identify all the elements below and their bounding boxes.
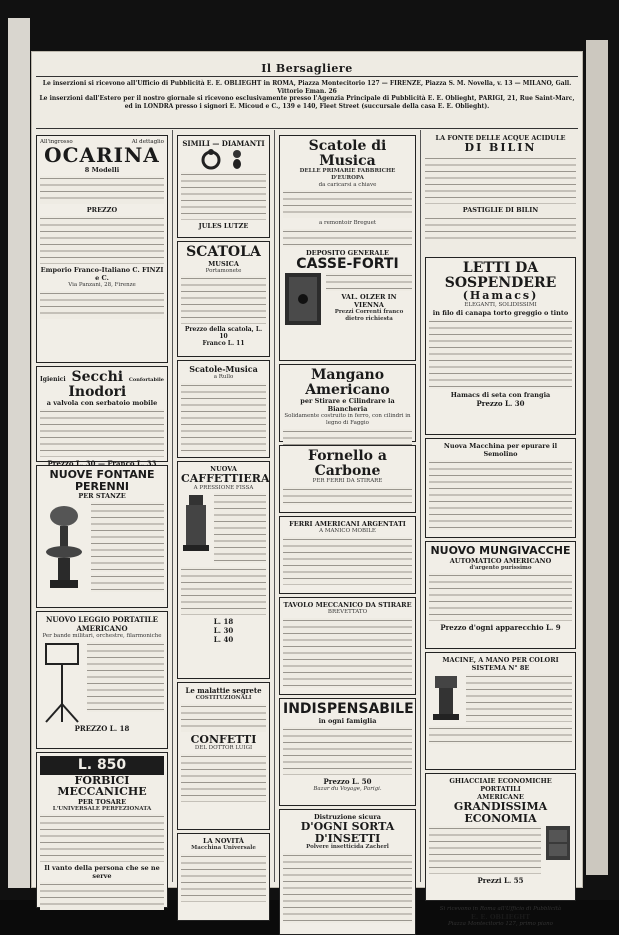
pastiglie-title: PASTIGLIE DI BILIN [462, 205, 539, 214]
bilin-heading: LA FONTE DELLE ACQUE ACIDULE [435, 134, 566, 142]
jewel-illustrations [181, 148, 266, 170]
simili-body-text [181, 172, 266, 220]
macine-text [466, 672, 572, 724]
distruzione-ad [279, 809, 416, 935]
ocarina-price-table [40, 216, 164, 264]
scatola-subtitle-2: Portamonete [205, 267, 242, 274]
secchi-ad [36, 366, 168, 469]
fountain-illustration [40, 500, 88, 592]
ocarina-firm: Emporio Franco-Italiano C. FINZI e C. [40, 266, 164, 282]
malattie-ad [177, 682, 270, 830]
column-3 [277, 132, 418, 882]
letti-subtitle: (Hamacs) [462, 289, 539, 303]
ferri-body-text [283, 537, 412, 585]
forbici-body-text [40, 814, 164, 862]
mangano-subtitle-2: Solidamente costruito in ferro, con cilindri in legno di Faggio [284, 413, 411, 426]
scatola-body-text [181, 276, 266, 324]
fornello-title: Fornello a Carbone [308, 448, 387, 479]
column-divider [172, 130, 173, 882]
scatole-body-text [283, 190, 412, 218]
mungivacche-subtitle: AUTOMATICO AMERICANO [449, 556, 552, 565]
casse-text [326, 271, 412, 329]
macine-title: MACINE, A MANO PER COLORI [442, 656, 559, 664]
scatole-subtitle: DELLE PRIMARIE FABBRICHE D'EUROPA [299, 168, 396, 181]
fornello-ad [279, 445, 416, 513]
novita-body-text [181, 854, 266, 902]
secchi-subtitle: a valvola con serbatoio mobile [46, 399, 158, 408]
casse-maker: VAL. OLZER IN VIENNA [341, 293, 397, 310]
secchi-price: Prezzo L. 30 — Franco L. 33 [47, 459, 157, 469]
ghiacciaie-title: GHIACCIAIE ECONOMICHE PORTATILI [449, 777, 552, 793]
footer-line-2: E. E. OBLIEGHT [470, 912, 531, 921]
scatole-musica-subtitle: a Rullo [213, 374, 234, 380]
scatole-musica-body-text [181, 383, 266, 453]
caffettiera-body-text [214, 493, 266, 563]
secchi-post: Confortabile [128, 377, 164, 383]
indispensabile-body-text [283, 727, 412, 775]
letti-title: LETTI DA SOSPENDERE [444, 260, 557, 291]
fontane-body-text-2 [91, 574, 164, 592]
letti-ad [425, 257, 576, 435]
masthead-notice [38, 80, 576, 110]
column-1 [34, 132, 170, 882]
forbici-ad [36, 752, 168, 908]
fontane-ad [36, 465, 168, 608]
bilin-ad [423, 132, 578, 254]
tavolo-body-text [283, 618, 412, 688]
mungivacche-subtitle-2: d'argento purissimo [469, 564, 532, 571]
secchi-body-text [40, 409, 164, 457]
ad-office-footer [423, 904, 578, 929]
mangano-title: Mangano Americano [305, 367, 390, 398]
retail-label: Al dettaglio [131, 139, 164, 145]
hamacs-price: Prezzo L. 30 [476, 398, 525, 408]
novita-title: LA NOVITÀ [203, 837, 244, 845]
ghiacciaie-price: Prezzi L. 55 [477, 876, 524, 886]
ocarina-price-heading: PREZZO [86, 206, 118, 214]
mungivacche-price: Prezzo d'ogni apparecchio L. 9 [440, 623, 561, 633]
forbici-subtitle-2: L'UNIVERSALE PERFEZIONATA [52, 805, 152, 812]
leggio-title: NUOVO LEGGIO PORTATILE AMERICANO [45, 615, 158, 633]
ghiacciaie-body-text [429, 826, 541, 874]
caffettiera-text [214, 491, 266, 565]
column-divider [420, 130, 421, 882]
grinder-illustration [429, 672, 463, 724]
ring-icon [200, 148, 222, 170]
semolino-body-text [429, 460, 572, 530]
distruzione-subtitle: Polvere insetticida Zacherl [306, 844, 389, 851]
mungivacche-title: NUOVO MUNGIVACCHE [430, 544, 571, 557]
ghiacciaie-text [429, 824, 541, 876]
novita-ad [177, 833, 270, 921]
forbici-note: Il vanto della persona che se ne serve [44, 864, 160, 881]
scatole-subtitle-3: a remontoir Breguet [318, 220, 377, 227]
page-title: Il Bersagliere [261, 62, 353, 75]
letti-subtitle-2: ELEGANTI, SOLIDISSIMI [464, 301, 537, 308]
forbici-price: L. 850 [40, 756, 164, 775]
music-stand-illustration [40, 640, 84, 724]
macine-content [429, 672, 572, 724]
semolino-title: Nuova Macchina per epurare il Semolino [443, 442, 558, 458]
safe-illustration [283, 271, 323, 329]
mangano-ad [279, 364, 416, 442]
scatole-musica-rullo-ad [177, 360, 270, 458]
ocarina-footnote [40, 291, 164, 319]
casse-body-text [326, 273, 412, 291]
casse-title: CASSE-FORTI [296, 255, 399, 272]
column-4 [423, 132, 578, 927]
ocarina-ad [36, 135, 168, 363]
macine-body-text [429, 726, 572, 744]
letti-subtitle-3: in filo di canapa torto greggio o tinto [432, 308, 569, 317]
secchi-header [40, 370, 164, 399]
scatole-body-text-2 [283, 229, 412, 247]
newspaper-page [32, 52, 582, 927]
fontane-subtitle: PER STANZE [78, 492, 126, 501]
scatole-title: Scatole di Musica [308, 138, 387, 169]
header-rule [36, 128, 578, 129]
distruzione-pre: Distruzione sicura [314, 813, 381, 821]
bilin-body-text [425, 156, 576, 204]
scatole-musica-casse-ad [279, 135, 416, 361]
simili-diamanti-ad [177, 135, 270, 238]
forbici-body-text-2 [40, 882, 164, 910]
forbici-title: FORBICI MECCANICHE [57, 773, 147, 799]
indispensabile-ad [279, 698, 416, 806]
distruzione-body-text [283, 853, 412, 923]
scatola-price: Prezzo della scatola, L. 10 [184, 326, 263, 341]
mangano-body-text [283, 429, 412, 447]
bilin-title: DI BILIN [464, 141, 537, 154]
leggio-content [40, 640, 164, 724]
lutze-name: JULES LUTZE [198, 222, 249, 230]
leggio-subtitle: Per bande militari, orchestre, filarmoniche [42, 633, 162, 639]
ocarina-address: Via Panzani, 28, Firenze [68, 282, 136, 288]
top-rule [36, 76, 578, 77]
simili-title: SIMILI — DIAMANTI [182, 139, 265, 148]
macine-ad [425, 652, 576, 770]
leggio-ad [36, 611, 168, 749]
scatola-musica-ad [177, 241, 270, 357]
indispensabile-subtitle: in ogni famiglia [318, 716, 377, 725]
fontane-title: NUOVE FONTANE PERENNI [49, 468, 155, 493]
scatole-musica-title: Scatole-Musica [189, 364, 258, 374]
scatola-subtitle: MUSICA [208, 259, 239, 268]
letti-body-text [429, 319, 572, 389]
caffettiera-subtitle: A PRESSIONE FISSA [193, 484, 254, 491]
footer-line-3: Piazza Montecitorio 127, primo piano [448, 920, 553, 927]
previous-page-edge [8, 18, 30, 888]
tavolo-ad [279, 597, 416, 695]
scatole-subtitle-2: da caricarsi a chiave [318, 181, 377, 188]
masthead-line-2: Le inserzioni dall'Estero per il nostro giornale si ricevono esclusivamente presso l'Agenzia Principale di Pubblicità E. E. Oblieght, PARIGI, 21, Rue Saint-Marc, ed in LONDRA presso i signori E. Micoud e C., 139 e 140, Fleet Street (succursale della casa E. E. Oblieght). [39, 95, 575, 110]
caffettiera-ad [177, 461, 270, 679]
malattie-body-text [181, 704, 266, 732]
confetti-subtitle: DEL DOTTOR LUIGI [194, 745, 253, 752]
mungivacche-body-text [429, 573, 572, 621]
caffettiera-price-3: L. 40 [213, 635, 234, 645]
fornello-body-text [283, 487, 412, 505]
wholesale-label: All'ingrosso [40, 139, 73, 145]
ocarina-subtitle: 8 Modelli [84, 166, 120, 174]
confetti-title: CONFETTI [190, 732, 257, 746]
footer-line-1: Si ricevono in Roma all'Ufficio di Pubblicità [439, 906, 562, 912]
hamacs-title: Hamacs di seta con frangia [450, 390, 551, 399]
forbici-subtitle: PER TOSARE [77, 797, 127, 806]
caffettiera-content [181, 491, 266, 565]
column-2 [175, 132, 272, 882]
indispensabile-title: INDISPENSABILE [283, 701, 414, 717]
secchi-pre: Igienici [40, 376, 66, 383]
ocarina-title: OCARINA [44, 143, 160, 167]
secchi-title: Secchi Inodori [68, 369, 127, 400]
ferri-subtitle: A MANICO MOBILE [319, 528, 376, 534]
icebox-illustration [544, 824, 572, 864]
mungivacche-ad [425, 541, 576, 649]
tavolo-title: TAVOLO MECCANICO DA STIRARE [283, 601, 412, 609]
leggio-price: PREZZO L. 18 [74, 723, 130, 733]
caffettiera-price-1: L. 18 [213, 617, 234, 627]
coffee-pot-illustration [181, 491, 211, 555]
macine-price-table [466, 674, 572, 722]
indispensabile-bazar: Bazar du Voyage, Parigi. [313, 785, 382, 792]
scatola-price-2: Franco L. 11 [202, 340, 245, 348]
masthead-line-1: Le inserzioni si ricevono all'Ufficio di Pubblicità E. E. OBLIEGHT in ROMA, Piazza Montecitorio 127 — FIRENZE, Piazza S. M. Novella, v. 13 — MILANO, Gall. Vittorio Eman. 26 [42, 80, 572, 95]
malattie-title: Le malattie segrete [185, 686, 262, 695]
earring-icon [226, 148, 248, 170]
novita-subtitle: Macchina Universale [191, 845, 256, 851]
ghiacciaie-subtitle: AMERICANE [477, 793, 524, 801]
casse-content [283, 271, 412, 329]
confetti-body-text [181, 754, 266, 802]
fontane-content [40, 500, 164, 594]
macine-subtitle: SISTEMA N° 8E [471, 664, 530, 672]
indispensabile-price: Prezzo L. 50 [323, 776, 372, 786]
caffettiera-price-2: L. 30 [213, 626, 234, 636]
next-page-edge [586, 40, 608, 875]
pastiglie-body-text [425, 216, 576, 244]
distruzione-title: D'OGNI SORTA D'INSETTI [300, 820, 395, 845]
caffettiera-body-text-2 [181, 567, 266, 615]
leggio-body-text [87, 642, 164, 712]
leggio-text [87, 640, 164, 724]
caffettiera-title: CAFFETTIERA [181, 472, 270, 485]
ghiacciaie-content [429, 824, 572, 876]
ferri-title: FERRI AMERICANI ARGENTATI [289, 520, 406, 528]
tavolo-subtitle: BREVETTATO [327, 609, 368, 615]
ghiacciaie-subtitle-2: GRANDISSIMA ECONOMIA [453, 800, 548, 825]
semolino-ad [425, 438, 576, 538]
casse-note: Prezzi Correnti franco dietro richiesta [334, 309, 404, 323]
mangano-subtitle: per Stirare e Cilindrare la Biancheria [300, 397, 395, 414]
fontane-body-text [91, 502, 164, 572]
ferri-ad [279, 516, 416, 594]
fontane-text [91, 500, 164, 594]
ghiacciaie-ad [425, 773, 576, 901]
malattie-subtitle: COSTITUZIONALI [195, 695, 252, 701]
column-divider [274, 130, 275, 882]
scatola-title: SCATOLA [186, 244, 261, 260]
ocarina-body-text [40, 176, 164, 204]
casse-pre: DEPOSITO GENERALE [305, 248, 389, 257]
caffettiera-pre: NUOVA [210, 465, 237, 473]
fornello-subtitle: PER FERRI DA STIRARE [312, 478, 383, 485]
